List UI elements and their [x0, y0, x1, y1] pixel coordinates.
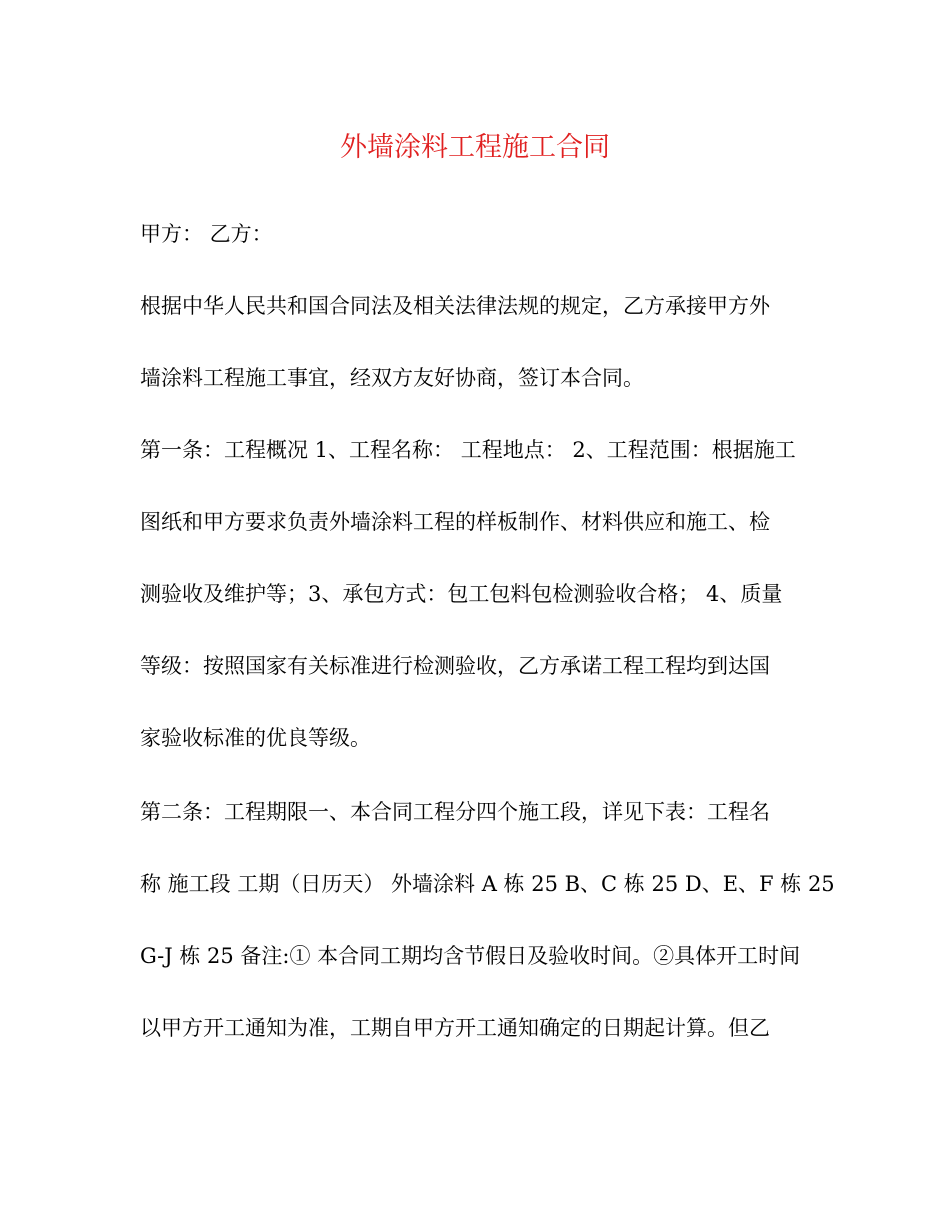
paragraph-line: 等级：按照国家有关标准进行检测验收，乙方承诺工程工程均到达国: [140, 654, 770, 678]
paragraph-line: 称 施工段 工期（日历天） 外墙涂料 A 栋 25 B、C 栋 25 D、E、F 栋 25: [140, 872, 835, 896]
paragraph-line: 第一条：工程概况 1、工程名称： 工程地点： 2、工程范围：根据施工: [140, 438, 796, 462]
paragraph-line: 根据中华人民共和国合同法及相关法律法规的规定，乙方承接甲方外: [140, 294, 770, 318]
paragraph-line: 测验收及维护等；3、承包方式：包工包料包检测验收合格； 4、质量: [140, 582, 783, 606]
paragraph-line: G-J 栋 25 备注:① 本合同工期均含节假日及验收时间。②具体开工时间: [140, 944, 801, 968]
paragraph-line: 墙涂料工程施工事宜，经双方友好协商，签订本合同。: [140, 366, 644, 390]
parties-line: 甲方： 乙方：: [140, 222, 273, 246]
paragraph-line: 图纸和甲方要求负责外墙涂料工程的样板制作、材料供应和施工、检: [140, 510, 770, 534]
paragraph-line: 以甲方开工通知为准，工期自甲方开工通知确定的日期起计算。但乙: [140, 1016, 770, 1040]
paragraph-line: 家验收标准的优良等级。: [140, 726, 371, 750]
document-title: 外墙涂料工程施工合同: [340, 132, 610, 163]
paragraph-line: 第二条：工程期限一、本合同工程分四个施工段，详见下表：工程名: [140, 800, 770, 824]
